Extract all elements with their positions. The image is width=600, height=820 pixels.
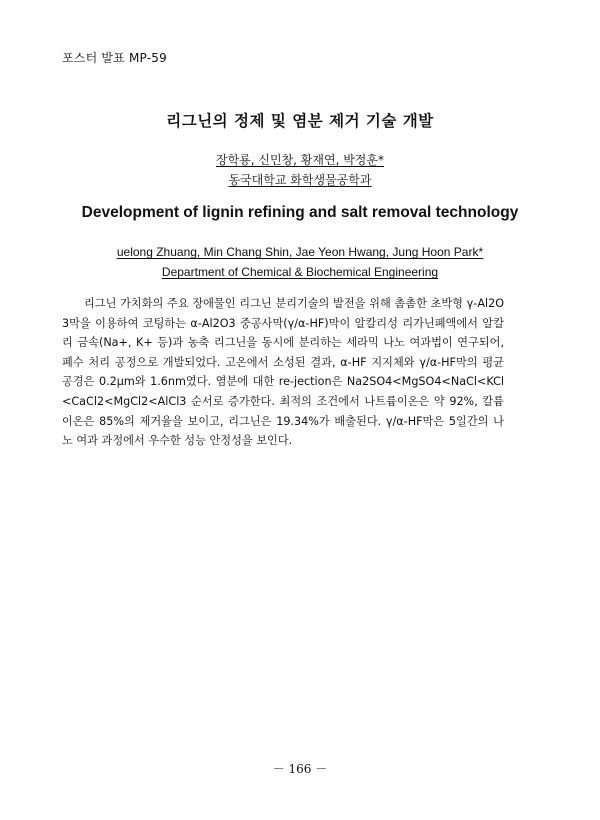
english-author-names: uelong Zhuang, Min Chang Shin, Jae Yeon Hwang, Jung Hoon Park*: [116, 245, 484, 259]
english-author-block: [0, 242, 600, 282]
korean-author-names: 장학룡, 신민창, 황재연, 박정훈*: [216, 153, 384, 167]
english-title: Development of lignin refining and salt removal technology: [81, 204, 519, 221]
korean-author-block: [0, 150, 600, 190]
page-number: － 166 －: [272, 762, 328, 776]
english-affiliation: Department of Chemical & Biochemical Engineering: [161, 265, 439, 279]
abstract-text: 리그닌 가치화의 주요 장애물인 리그닌 분리기술의 발전을 위해 촘촘한 초박형 γ-Al2O3막을 이용하여 코팅하는 α-Al2O3 중공사막(γ/α-HF)막이 알칼리성 리가닌폐액에서 알칼리 금속(Na+, K+ 등)과 농축 리그닌을 동시에 분리하는 세라믹 나노 여과법이 연구되어, 폐수 처리 공정으로 개발되었다. 고온에서 소성된 결과, α-HF 지지체와 γ/α-HF막의 평균 공경은 0.2μm와 1.6nm였다. 염분에 대한 re-jection은 Na2SO4<MgSO4<NaCl<KCl<CaCl2<MgCl2<AlCl3 순서로 증가한다. 최적의 조건에서 나트륨이온은 약 92%, 칼륨이온은 85%의 제거율을 보이고, 리그닌은 19.34%가 배출된다. γ/α-HF막은 5일간의 나노 여과 과정에서 우수한 성능 안정성을 보인다.: [62, 297, 504, 448]
korean-title: 리그닌의 정제 및 염분 제거 기술 개발: [166, 112, 434, 130]
korean-affiliation: 동국대학교 화학생물공학과: [228, 173, 372, 187]
session-tag: 포스터 발표 MP-59: [62, 51, 167, 65]
